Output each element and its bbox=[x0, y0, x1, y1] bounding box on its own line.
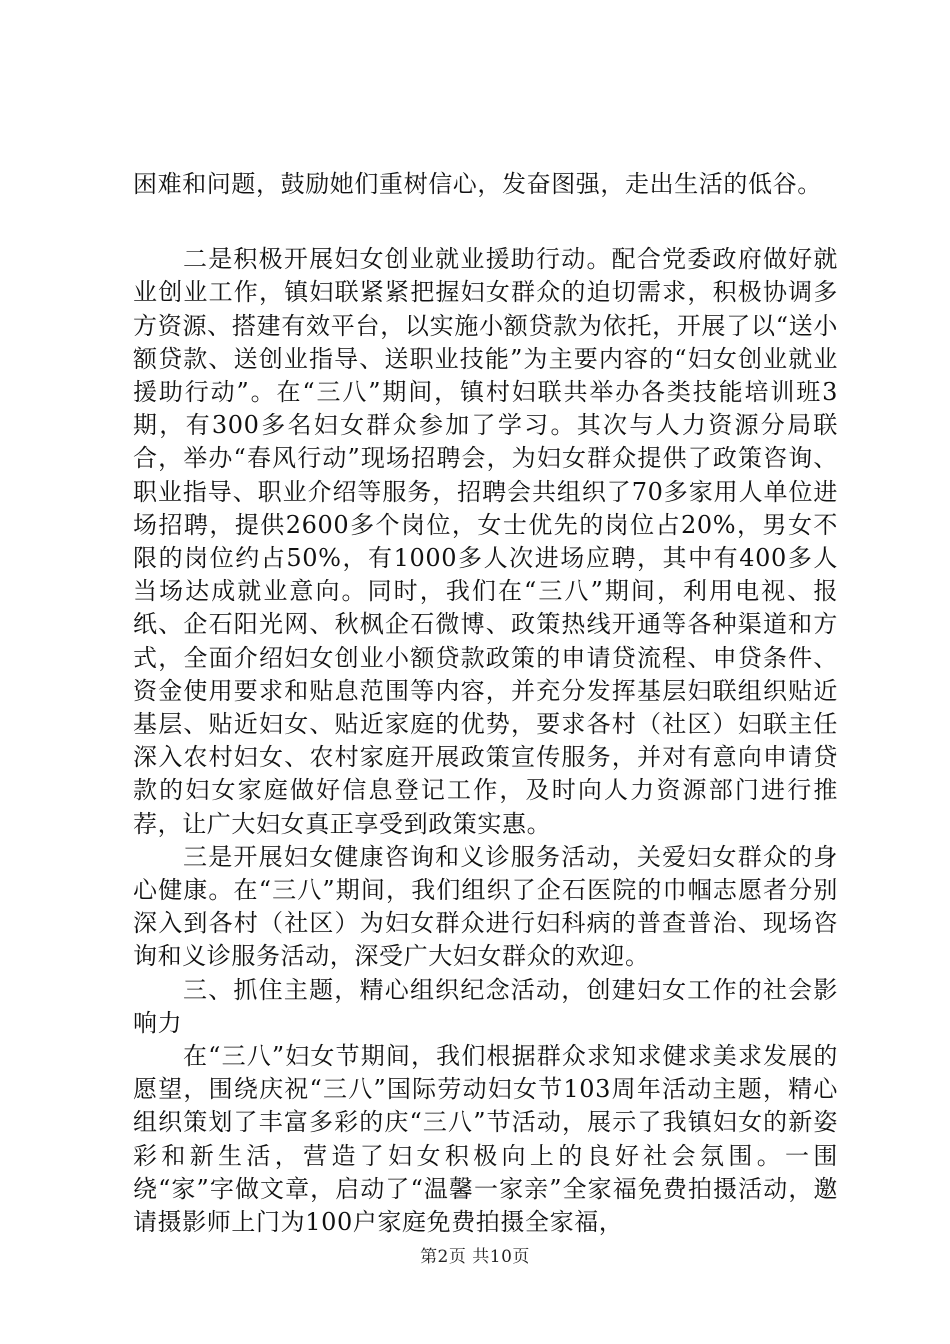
section-heading-commemoration: 三、抓住主题，精心组织纪念活动，创建妇女工作的社会影响力 bbox=[133, 975, 838, 1037]
paragraph-womens-day-activities: 在“三八”妇女节期间，我们根据群众求知求健求美求发展的愿望，围绕庆祝“三八”国际劳动妇女节103周年活动主题，精心组织策划了丰富多彩的庆“三八”节活动，展示了我镇妇女的新姿彩和新生活，营造了妇女积极向上的良好社会氛围。一围绕“家”字做文章，启动了“温馨一家亲”全家福免费拍摄活动，邀请摄影师上门为100户家庭免费拍摄全家福， bbox=[133, 1042, 838, 1237]
paragraph-employment-assistance: 二是积极开展妇女创业就业援助行动。配合党委政府做好就业创业工作，镇妇联紧紧把握妇女群众的迫切需求，积极协调多方资源、搭建有效平台，以实施小额贷款为依托，开展了以“送小额贷款、送创业指导、送职业技能”为主要内容的“妇女创业就业援助行动”。在“三八”期间，镇村妇联共举办各类技能培训班3期，有300多名妇女群众参加了学习。其次与人力资源分局联合，举办“春风行动”现场招聘会，为妇女群众提供了政策咨询、职业指导、职业介绍等服务，招聘会共组织了70多家用人单位进场招聘，提供2600多个岗位，女士优先的岗位占20%，男女不限的岗位约占50%，有1000多人次进场应聘，其中有400多人当场达成就业意向。同时，我们在“三八”期间，利用电视、报纸、企石阳光网、秋枫企石微博、政策热线开通等各种渠道和方式，全面介绍妇女创业小额贷款政策的申请贷流程、申贷条件、资金使用要求和贴息范围等内容，并充分发挥基层妇联组织贴近基层、贴近妇女、贴近家庭的优势，要求各村（社区）妇联主任深入农村妇女、农村家庭开展政策宣传服务，并对有意向申请贷款的妇女家庭做好信息登记工作，及时向人力资源部门进行推荐，让广大妇女真正享受到政策实惠。 bbox=[133, 245, 838, 838]
document-body bbox=[133, 168, 838, 1239]
page-footer bbox=[0, 1246, 950, 1268]
paragraph-continuation: 困难和问题，鼓励她们重树信心，发奋图强，走出生活的低谷。 bbox=[133, 170, 822, 198]
paragraph-health-consultation: 三是开展妇女健康咨询和义诊服务活动，关爱妇女群众的身心健康。在“三八”期间，我们组织了企石医院的巾帼志愿者分别深入到各村（社区）为妇女群众进行妇科病的普查普治、现场咨询和义诊服务活动，深受广大妇女群众的欢迎。 bbox=[133, 842, 838, 971]
page-number: 第2页 共10页 bbox=[420, 1247, 530, 1267]
